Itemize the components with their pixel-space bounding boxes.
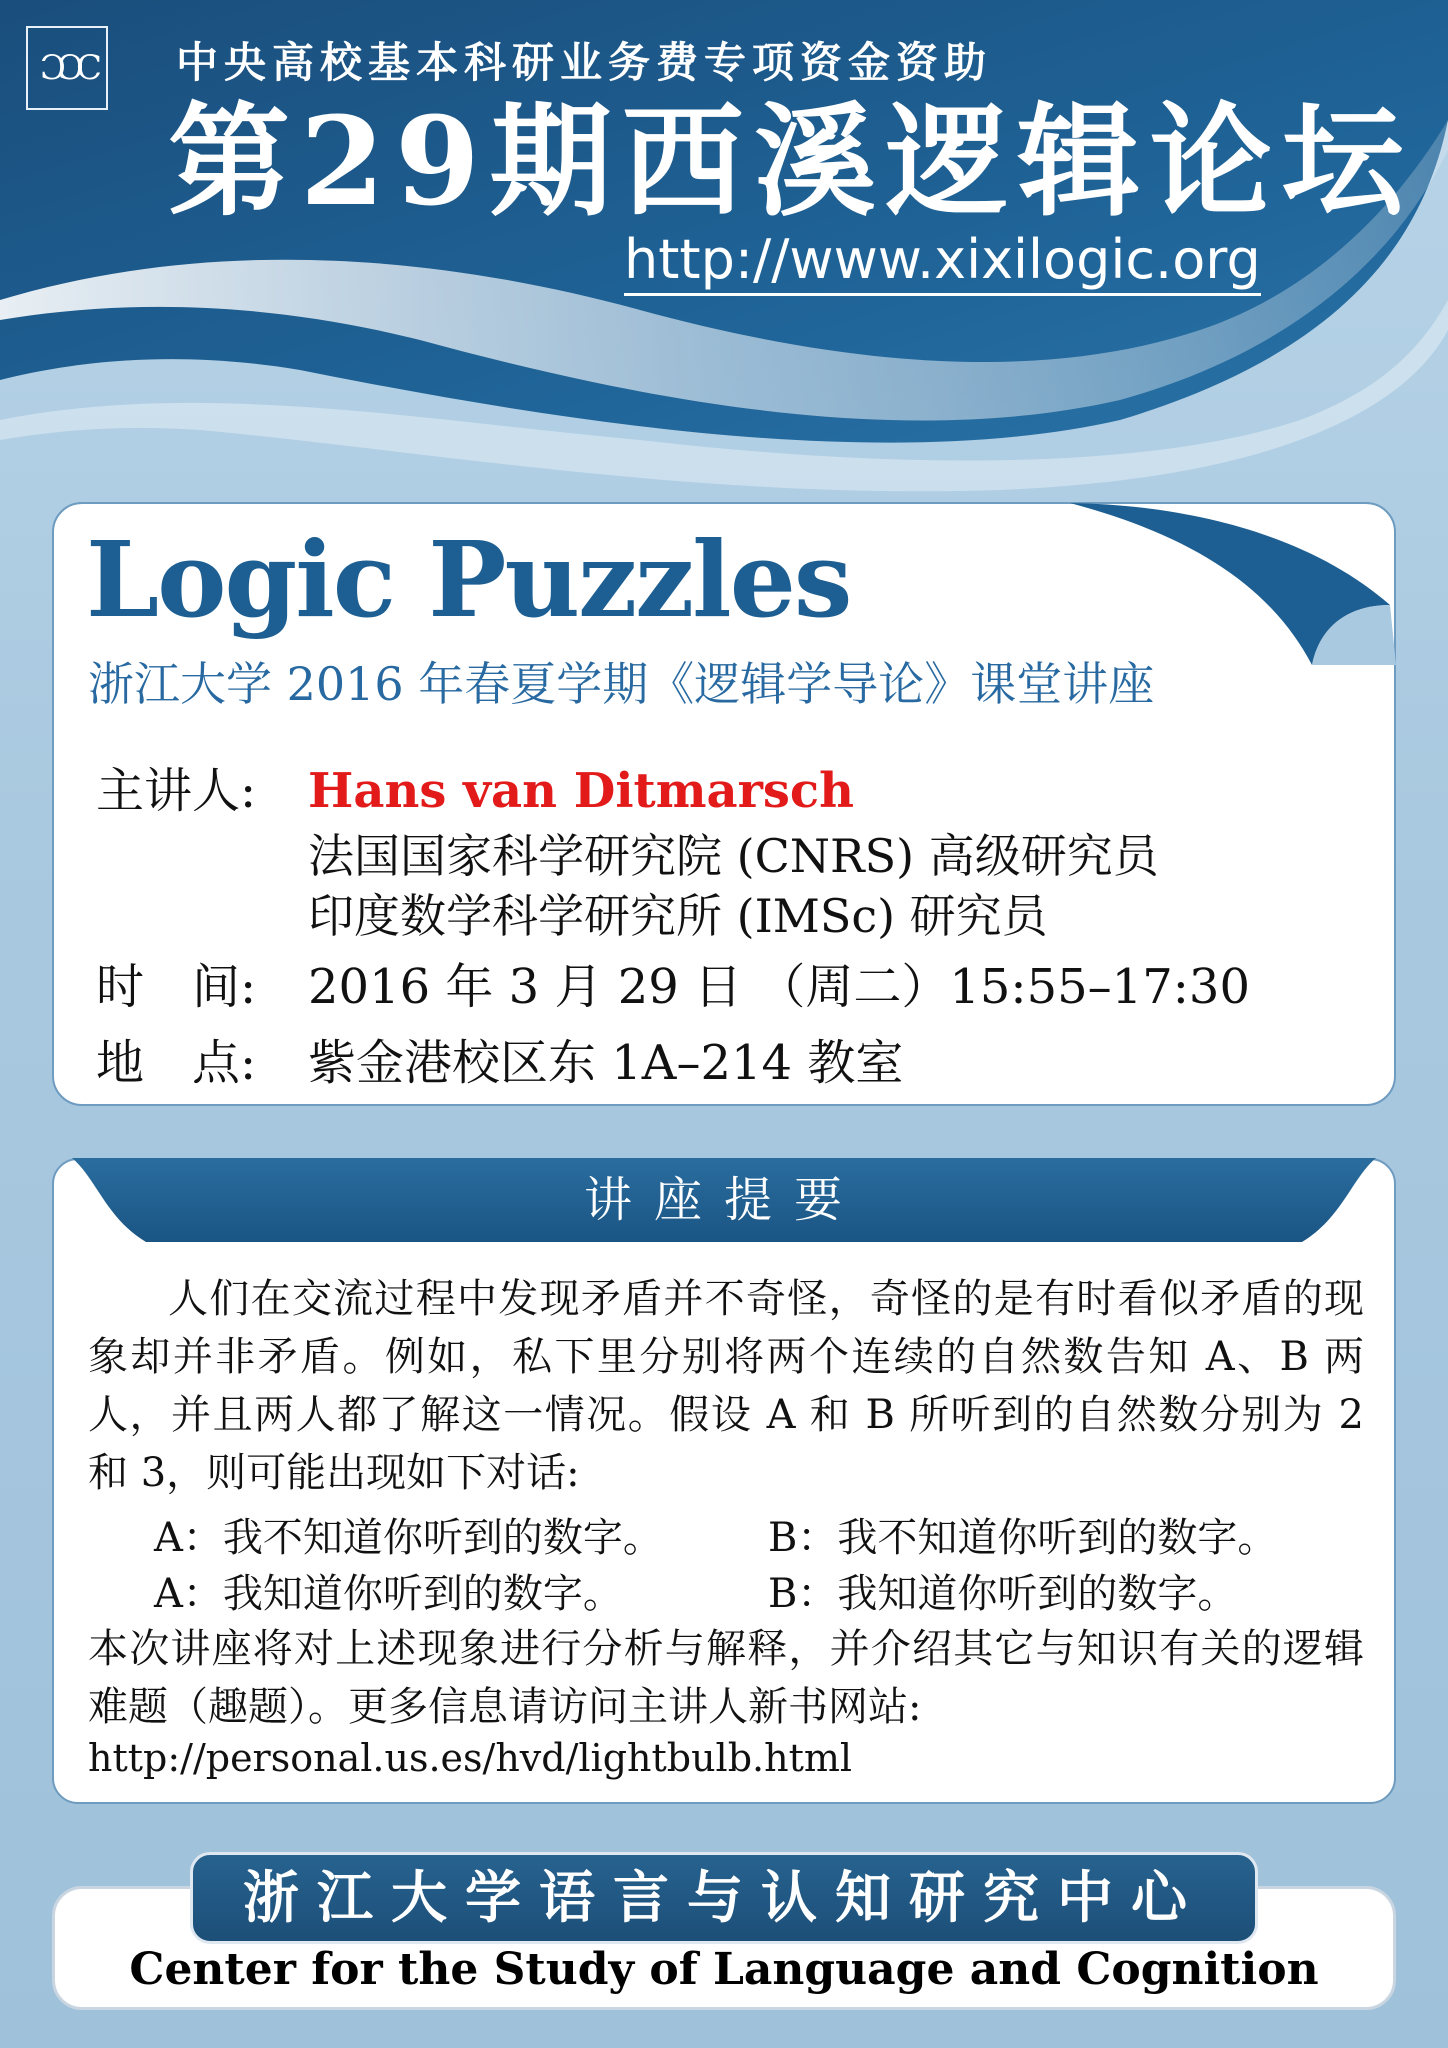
speaker-affiliation-1: 法国国家科学研究院 (CNRS) 高级研究员 bbox=[308, 829, 1159, 883]
center-name-english: Center for the Study of Language and Cognition bbox=[129, 1944, 1319, 1995]
speaker-row bbox=[96, 752, 854, 821]
time-label: 时 间: bbox=[96, 959, 257, 1015]
place-row bbox=[96, 1024, 903, 1093]
forum-title: 第29期西溪逻辑论坛 bbox=[168, 89, 1414, 233]
speaker-label: 主讲人: bbox=[96, 763, 257, 819]
dialogue-a-2: A：我知道你听到的数字。 bbox=[154, 1571, 623, 1617]
abstract-heading: 讲座提要 bbox=[583, 1172, 864, 1228]
time-value: 2016 年 3 月 29 日 （周二）15:55–17:30 bbox=[308, 959, 1250, 1015]
talk-subtitle: 浙江大学 2016 年春夏学期《逻辑学导论》课堂讲座 bbox=[88, 657, 1155, 711]
dialogue-b-1: B：我不知道你听到的数字。 bbox=[768, 1515, 1278, 1561]
talk-title: Logic Puzzles bbox=[86, 518, 851, 641]
speaker-name: Hans van Ditmarsch bbox=[308, 763, 855, 819]
place-value: 紫金港校区东 1A–214 教室 bbox=[308, 1035, 904, 1091]
book-website-link[interactable]: http://personal.us.es/hvd/lightbulb.html bbox=[88, 1736, 853, 1780]
forum-logo: ƆƆC bbox=[26, 26, 108, 110]
place-label: 地 点: bbox=[96, 1035, 257, 1091]
dialogue-a-1: A：我不知道你听到的数字。 bbox=[154, 1515, 663, 1561]
speaker-affiliation-2: 印度数学科学研究所 (IMSc) 研究员 bbox=[308, 889, 1048, 943]
center-name-chinese: 浙江大学语言与认知研究中心 bbox=[190, 1852, 1258, 1944]
abstract-paragraph-2: 本次讲座将对上述现象进行分析与解释，并介绍其它与知识有关的逻辑难题（趣题）。更多信息请访问主讲人新书网站: bbox=[88, 1626, 1364, 1730]
funding-text: 中央高校基本科研业务费专项资金资助 bbox=[176, 38, 993, 87]
time-row bbox=[96, 948, 1250, 1017]
dialogue-b-2: B：我知道你听到的数字。 bbox=[768, 1571, 1238, 1617]
forum-url-link[interactable]: http://www.xixilogic.org bbox=[624, 228, 1261, 296]
abstract-paragraph-1: 人们在交流过程中发现矛盾并不奇怪，奇怪的是有时看似矛盾的现象却并非矛盾。例如，私下里分别将两个连续的自然数告知 A、B 两人，并且两人都了解这一情况。假设 A 和 B 所听到的自然数分别为 2 和 3，则可能出现如下对话: bbox=[88, 1276, 1364, 1496]
